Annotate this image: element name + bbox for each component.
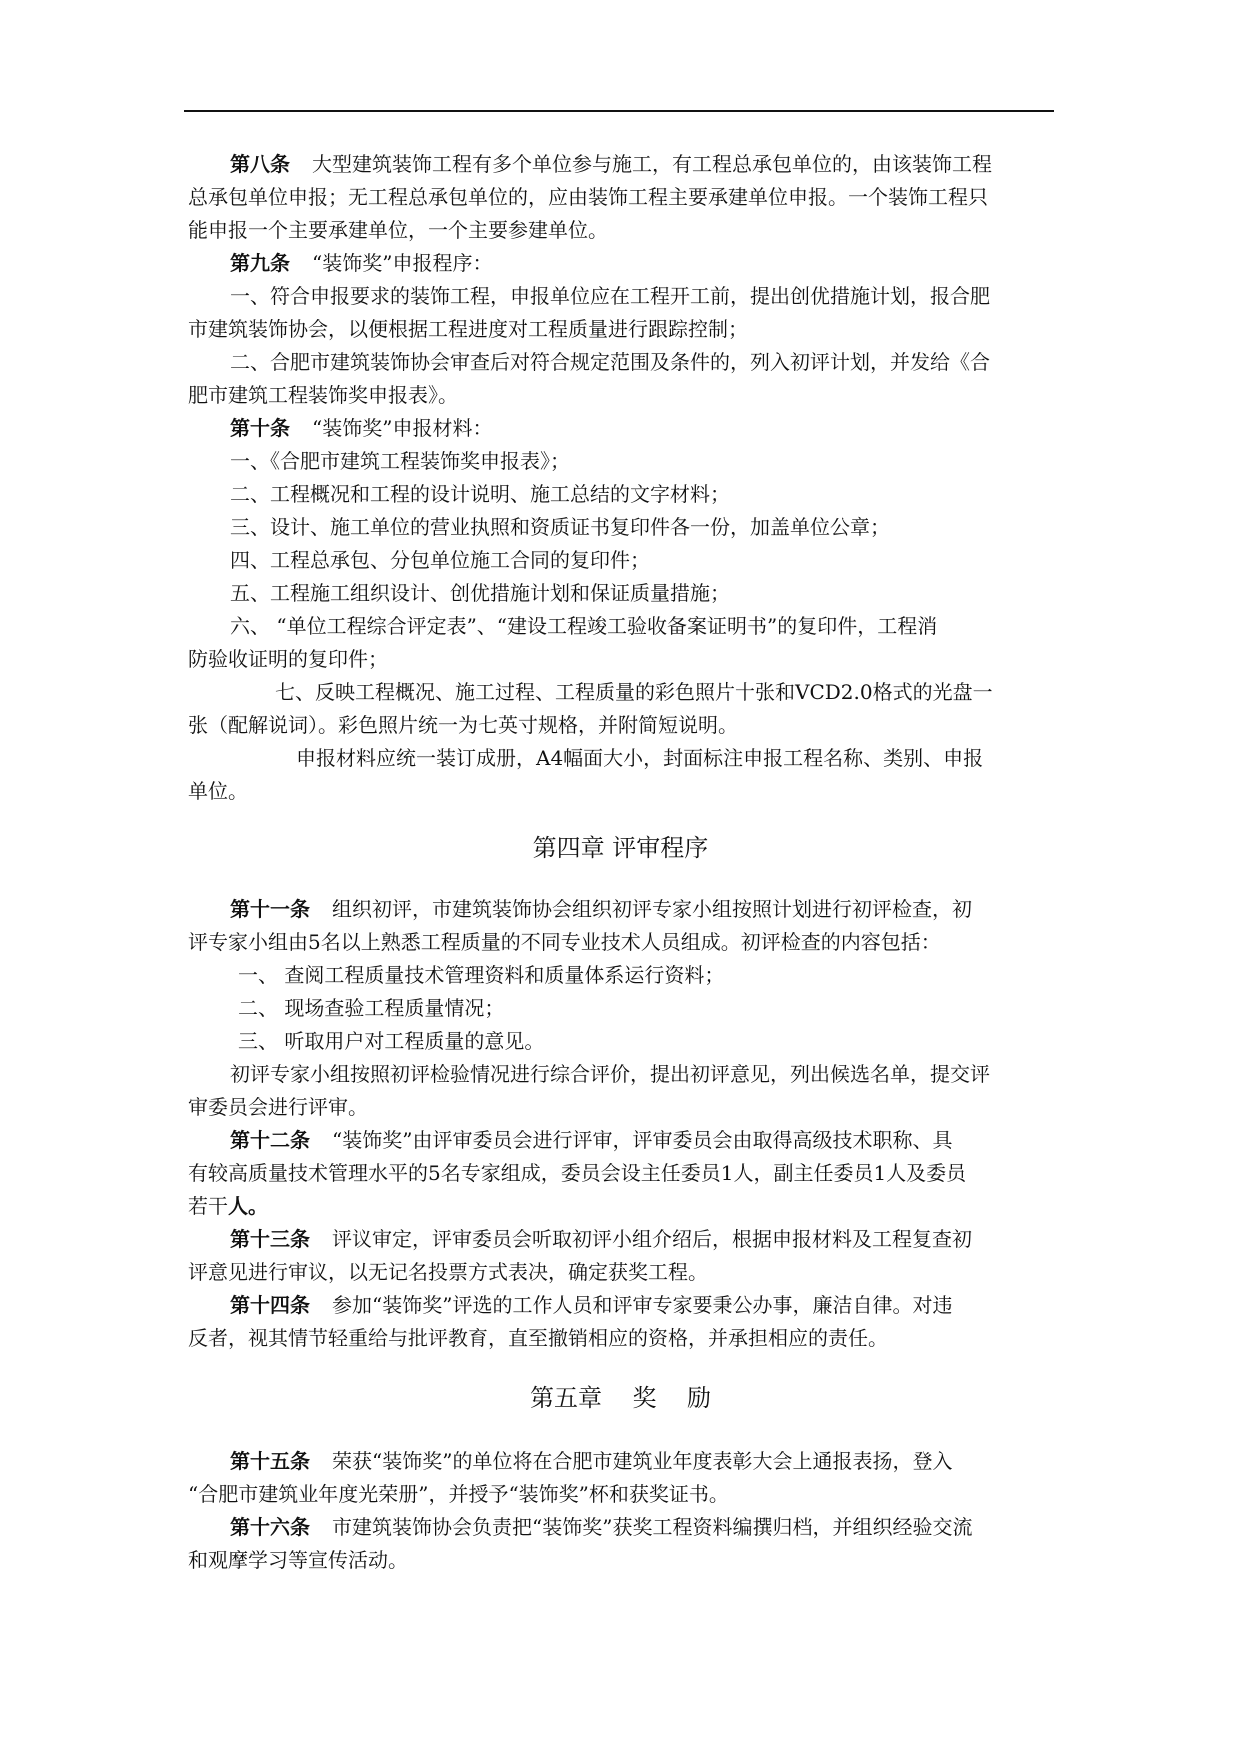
article-16-line-1: [230, 1511, 972, 1544]
article-9-item-2b: 肥市建筑工程装饰奖申报表》。: [188, 383, 458, 407]
article-10-heading: [230, 412, 492, 445]
article-text: 评议审定，评审委员会听取初评小组介绍后，根据申报材料及工程复查初: [332, 1227, 972, 1251]
article-8-line-3: 能申报一个主要承建单位，一个主要参建单位。: [188, 218, 608, 242]
article-10-item-6a: 六、 “单位工程综合评定表”、“建设工程竣工验收备案证明书”的复印件，工程消: [230, 614, 938, 638]
article-10-item-6b: 防验收证明的复印件；: [188, 647, 388, 671]
chapter-4-heading: 第四章 评审程序: [532, 834, 709, 862]
article-8-line-1: [230, 148, 992, 181]
article-11-para-2: 审委员会进行评审。: [188, 1095, 368, 1119]
article-9-heading: [230, 247, 492, 280]
article-label: 第十一条: [230, 897, 310, 921]
chapter-5-heading: 第五章 奖 励: [529, 1384, 712, 1412]
header-rule: [184, 110, 1054, 112]
article-11-line-2: 评专家小组由5名以上熟悉工程质量的不同专业技术人员组成。初评检查的内容包括：: [188, 930, 941, 954]
article-text: “装饰奖”由评审委员会进行评审，评审委员会由取得高级技术职称、具: [332, 1128, 953, 1152]
article-10-item-5: 五、工程施工组织设计、创优措施计划和保证质量措施；: [230, 581, 730, 605]
article-text: 荣获“装饰奖”的单位将在合肥市建筑业年度表彰大会上通报表扬，登入: [332, 1449, 953, 1473]
article-text: “装饰奖”申报材料：: [312, 416, 493, 440]
article-text: 大型建筑装饰工程有多个单位参与施工，有工程总承包单位的，由该装饰工程: [312, 152, 992, 176]
article-11-para-1: 初评专家小组按照初评检验情况进行综合评价，提出初评意见，列出候选名单，提交评: [230, 1062, 990, 1086]
article-8-line-2: 总承包单位申报；无工程总承包单位的，应由装饰工程主要承建单位申报。一个装饰工程只: [188, 185, 988, 209]
article-9-item-1b: 市建筑装饰协会，以便根据工程进度对工程质量进行跟踪控制；: [188, 317, 748, 341]
article-10-item-4: 四、工程总承包、分包单位施工合同的复印件；: [230, 548, 650, 572]
article-13-line-1: [230, 1223, 972, 1256]
article-label: 第八条: [230, 152, 290, 176]
article-10-item-1: 一、《合肥市建筑工程装饰奖申报表》；: [230, 449, 570, 473]
article-15-line-2: “合肥市建筑业年度光荣册”，并授予“装饰奖”杯和获奖证书。: [188, 1482, 729, 1506]
article-15-line-1: [230, 1445, 952, 1478]
article-label: 第十五条: [230, 1449, 310, 1473]
article-10-item-2: 二、工程概况和工程的设计说明、施工总结的文字材料；: [230, 482, 730, 506]
article-12-line-1: [230, 1124, 952, 1157]
article-label: 第十六条: [230, 1515, 310, 1539]
article-text: “装饰奖”申报程序：: [312, 251, 493, 275]
article-label: 第九条: [230, 251, 290, 275]
article-14-line-2: 反者，视其情节轻重给与批评教育，直至撤销相应的资格，并承担相应的责任。: [188, 1326, 888, 1350]
article-text: 组织初评，市建筑装饰协会组织初评专家小组按照计划进行初评检查，初: [332, 897, 972, 921]
article-11-item-3: 三、 听取用户对工程质量的意见。: [238, 1029, 545, 1053]
article-text: 市建筑装饰协会负责把“装饰奖”获奖工程资料编撰归档，并组织经验交流: [332, 1515, 973, 1539]
article-text: 若干: [188, 1194, 228, 1218]
article-10-item-7b: 张（配解说词）。彩色照片统一为七英寸规格，并附简短说明。: [188, 713, 738, 737]
article-10-note-1: 申报材料应统一装订成册，A4幅面大小，封面标注申报工程名称、类别、申报: [296, 746, 984, 770]
article-label: 第十三条: [230, 1227, 310, 1251]
article-label: 第十条: [230, 416, 290, 440]
article-9-item-1a: 一、符合申报要求的装饰工程，申报单位应在工程开工前，提出创优措施计划，报合肥: [230, 284, 990, 308]
article-label: 第十四条: [230, 1293, 310, 1317]
article-text: 参加“装饰奖”评选的工作人员和评审专家要秉公办事，廉洁自律。对违: [332, 1293, 953, 1317]
article-10-note-2: 单位。: [188, 779, 248, 803]
article-12-line-3: [188, 1190, 268, 1223]
article-9-item-2a: 二、合肥市建筑装饰协会审查后对符合规定范围及条件的，列入初评计划，并发给《合: [230, 350, 990, 374]
article-13-line-2: 评意见进行审议，以无记名投票方式表决，确定获奖工程。: [188, 1260, 708, 1284]
article-10-item-3: 三、设计、施工单位的营业执照和资质证书复印件各一份，加盖单位公章；: [230, 515, 890, 539]
article-12-line-2: 有较高质量技术管理水平的5名专家组成，委员会设主任委员1人，副主任委员1人及委员: [188, 1161, 967, 1185]
article-11-line-1: [230, 893, 972, 926]
article-10-item-7a: 七、反映工程概况、施工过程、工程质量的彩色照片十张和VCD2.0格式的光盘一: [275, 680, 993, 704]
article-label: 第十二条: [230, 1128, 310, 1152]
article-11-item-2: 二、 现场查验工程质量情况；: [238, 996, 505, 1020]
article-11-item-1: 一、 查阅工程质量技术管理资料和质量体系运行资料；: [238, 963, 725, 987]
article-16-line-2: 和观摩学习等宣传活动。: [188, 1548, 408, 1572]
article-text-bold: 人。: [228, 1194, 268, 1218]
article-14-line-1: [230, 1289, 952, 1322]
